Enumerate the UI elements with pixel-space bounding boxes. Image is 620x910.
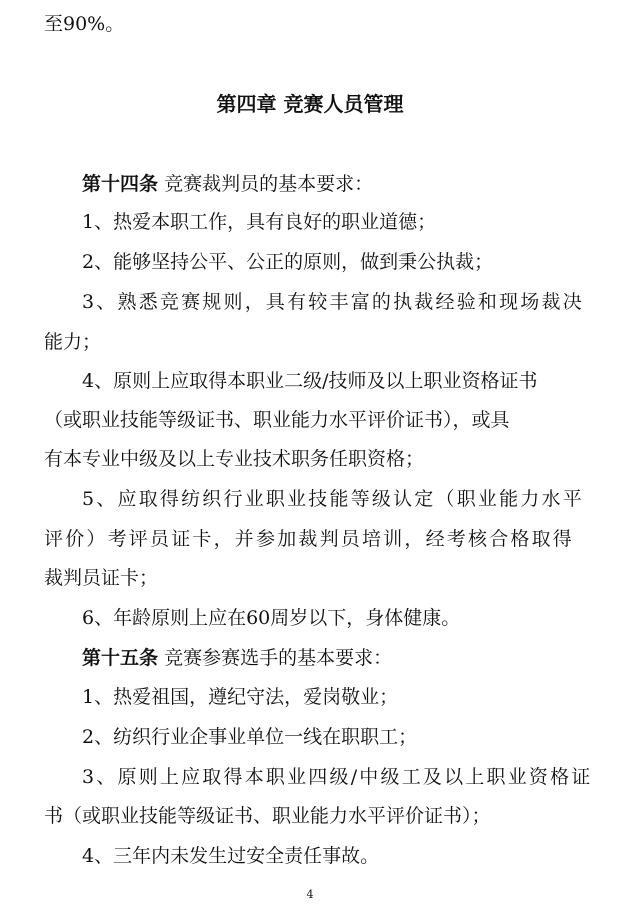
text-line: 至90%。 (44, 13, 125, 35)
text-line: 3、熟悉竞赛规则，具有较丰富的执裁经验和现场裁决 (82, 291, 584, 313)
text-line: 1、热爱本职工作，具有良好的职业道德； (82, 211, 437, 233)
article-text: 竞赛参赛选手的基本要求： (164, 647, 393, 669)
article-label: 第十四条 (82, 173, 159, 195)
article-heading (82, 172, 373, 196)
text-line: 4、原则上应取得本职业二级/技师及以上职业资格证书 (82, 370, 538, 392)
text-line: 2、能够坚持公平、公正的原则，做到秉公执裁； (82, 251, 494, 273)
text-line: 能力； (44, 331, 102, 353)
text-line: 4、三年内未发生过安全责任事故。 (82, 845, 380, 867)
text-line: 评价）考评员证卡，并参加裁判员培训，经考核合格取得 (44, 528, 575, 550)
text-line: 裁判员证卡； (44, 567, 159, 589)
text-line: 5、应取得纺织行业职业技能等级认定（职业能力水平 (82, 488, 584, 510)
text-line: 6、年龄原则上应在60周岁以下，身体健康。 (82, 607, 461, 629)
article-heading (82, 646, 392, 670)
text-line: 3、原则上应取得本职业四级/中级工及以上职业资格证 (82, 766, 593, 788)
text-line: 书（或职业技能等级证书、职业能力水平评价证书）； (44, 805, 491, 827)
chapter-title: 第四章 竞赛人员管理 (216, 92, 404, 116)
article-label: 第十五条 (82, 647, 159, 669)
text-line: 有本专业中级及以上专业技术职务任职资格； (44, 448, 425, 470)
text-line: 2、纺织行业企事业单位一线在职职工； (82, 726, 418, 748)
page-number: 4 (306, 888, 314, 901)
article-text: 竞赛裁判员的基本要求： (164, 173, 374, 195)
text-line: 1、热爱祖国，遵纪守法，爱岗敬业； (82, 686, 399, 708)
text-line: （或职业技能等级证书、职业能力水平评价证书），或具 (44, 409, 510, 431)
